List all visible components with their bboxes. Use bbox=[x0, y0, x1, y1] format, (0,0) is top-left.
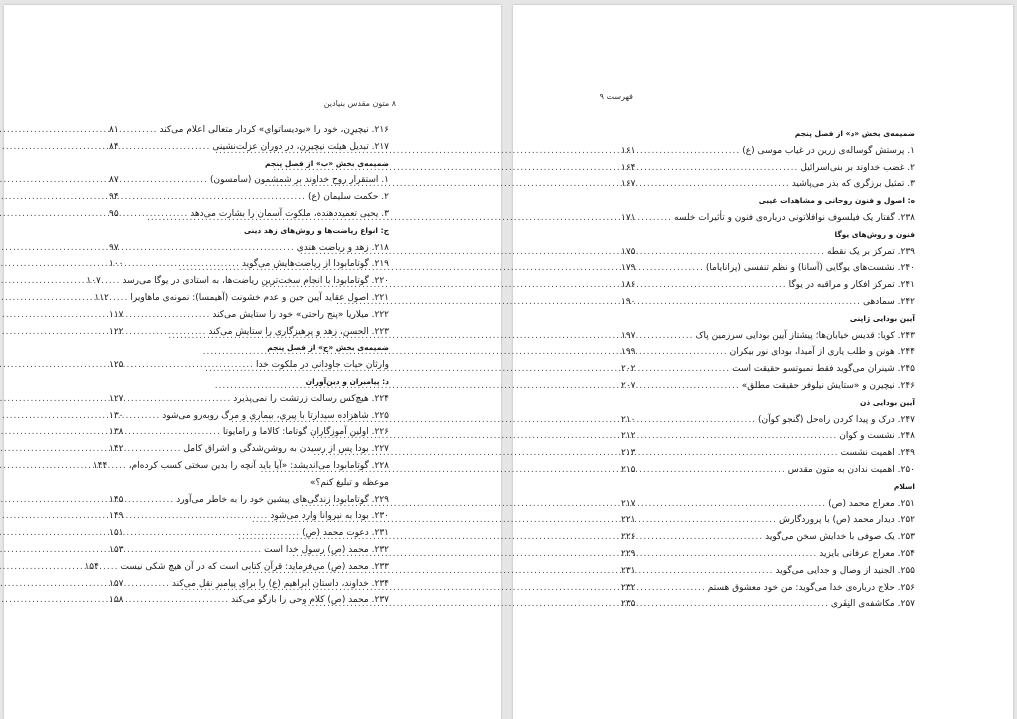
dot-leader bbox=[647, 176, 790, 193]
dot-leader bbox=[135, 508, 268, 525]
toc-entry bbox=[621, 546, 915, 563]
toc-page-number: ۱۵۱ bbox=[109, 528, 124, 539]
toc-page-number: ۲۱۲ bbox=[621, 431, 636, 442]
toc-entry-title: ۲۳۱. دعوت محمد (ص) bbox=[302, 528, 389, 539]
toc-entry-title: ۲۵۷. مکاشفه‌ی النِفَری bbox=[830, 599, 915, 610]
dot-leader bbox=[647, 529, 763, 546]
toc-entry bbox=[621, 210, 915, 227]
toc-entry-title: ۲۳۴. خداوند، داستان ابراهیم (ع) را برای پیامبر نقل می‌کند bbox=[171, 578, 389, 589]
toc-entry-title: ۲۲۲. میلاریا «پنج راحتی» خود را ستایش می‌کند bbox=[212, 309, 389, 320]
toc-entry-title: ۲۴۱. تمرکز افکار و مراقبه در یوگا bbox=[788, 280, 915, 291]
toc-entry-title: ۲۴۲. سمادهی bbox=[863, 296, 915, 307]
dot-leader bbox=[135, 240, 295, 257]
toc-page-number: ۱۶۱ bbox=[621, 145, 636, 156]
toc-section-heading: فنون و روش‌های یوگا bbox=[834, 229, 915, 239]
toc-entry bbox=[621, 344, 915, 361]
toc-section-heading: آیین بودایی ژاپنی bbox=[849, 313, 915, 323]
toc-page-number: ۲۳۲ bbox=[621, 582, 636, 593]
dot-leader bbox=[647, 294, 861, 311]
toc-entry bbox=[621, 378, 915, 395]
toc-entry-title: ۲۴۶. نیچیرن و «ستایش نیلوفر حقیقت مطلق» bbox=[741, 380, 915, 391]
toc-entry-title: ۲۳۰. بودا به نیروانا وارد می‌شود bbox=[270, 511, 389, 522]
toc-section-heading: آیین بودایی ذن bbox=[859, 397, 915, 407]
toc-page-number: ۱۲۲ bbox=[109, 326, 124, 337]
dot-leader bbox=[647, 462, 786, 479]
toc-entry-title: ۲۳۷. محمد (ص) کلام وحی را بازگو می‌کند bbox=[231, 595, 389, 606]
dot-leader bbox=[647, 143, 740, 160]
dot-leader bbox=[647, 378, 740, 395]
toc-page-number: ۲۱۷ bbox=[621, 498, 636, 509]
toc-entry bbox=[621, 428, 915, 445]
toc-entry-title: ۳. یحیی تعمیددهنده، ملکوت آسمان را بشارت می‌دهد bbox=[190, 208, 389, 219]
toc-entry-title: موعظه و تبلیغ کنم؟» bbox=[310, 477, 389, 488]
toc-page-number: ۸۷ bbox=[109, 175, 119, 186]
toc-page-number: ۲۱۳ bbox=[621, 448, 636, 459]
toc-entry-title: ۳. تمثیل برزگری که بذر می‌پاشید bbox=[791, 179, 915, 190]
toc-entry-title: ۲۳۳. محمد (ص) می‌فرماید: قرآن کتابی است که در آن هیچ شکی نیست bbox=[120, 561, 389, 572]
toc-section-heading: اسلام bbox=[893, 481, 915, 491]
toc-entry-title: ۲۴۳. کویا: قدیس خیابان‌ها؛ پیشتاز آیین بودایی سرزمین پاک bbox=[695, 330, 915, 341]
toc-page-number: ۱۱۲ bbox=[94, 292, 109, 303]
toc-page-number: ۱۰۰ bbox=[109, 259, 124, 270]
toc-page-number: ۱۷۹ bbox=[621, 263, 636, 274]
dot-leader bbox=[135, 576, 170, 593]
toc-list bbox=[621, 126, 915, 613]
dot-leader bbox=[647, 160, 798, 177]
toc-entry-title: ۲۴۸. نشست و کوان bbox=[839, 431, 915, 442]
dot-leader bbox=[135, 139, 210, 156]
toc-entry bbox=[621, 412, 915, 429]
toc-entry-title: ۲۲۵. شاهزاده سیدارتا با پیری، بیماری و مرگ روبه‌رو می‌شود bbox=[162, 410, 389, 421]
dot-leader bbox=[647, 445, 838, 462]
dot-leader bbox=[647, 210, 672, 227]
toc-entry bbox=[621, 462, 915, 479]
dot-leader bbox=[135, 441, 181, 458]
toc-entry-title: ۲۴۷. درک و پیدا کردن راه‌حل (گنجو کوآن) bbox=[758, 414, 915, 425]
dot-leader bbox=[647, 546, 817, 563]
dot-leader bbox=[647, 580, 706, 597]
toc-entry-title: ۲۲۰. گوتامابودا با انجام سخت‌ترین ریاضت‌ها، به استادی در یوگا می‌رسد bbox=[122, 276, 389, 287]
toc-page-number: ۱۰۷ bbox=[86, 276, 101, 287]
dot-leader bbox=[110, 559, 118, 576]
toc-entry-title: ۲۲۷. بودا پس از رسیدن به روشن‌شدگی و اشراق کامل bbox=[183, 444, 389, 455]
toc-entry bbox=[621, 512, 915, 529]
toc-section-heading: ه: اصول و فنون روحانی و مشاهدات غیبی bbox=[758, 196, 915, 206]
toc-entry bbox=[109, 122, 389, 139]
toc-page-number: ۱۸۶ bbox=[621, 280, 636, 291]
right-page bbox=[513, 5, 1013, 719]
toc-page-number: ۲۳۱ bbox=[621, 565, 636, 576]
toc-entry-title: ۲۵۳. یک صوفی با خدایش سخن می‌گوید bbox=[765, 532, 915, 543]
dot-leader bbox=[647, 260, 704, 277]
toc-entry bbox=[621, 596, 915, 613]
toc-entry bbox=[621, 244, 915, 261]
toc-entry bbox=[621, 260, 915, 277]
dot-leader bbox=[647, 428, 837, 445]
toc-entry-title: ۲۴۴. هونن و طلب یاری از آمیدا، بودای نور بیکران bbox=[729, 347, 915, 358]
dot-leader bbox=[135, 424, 221, 441]
toc-entry-title: ۲۵۰. اهمیت ندادن به متون مقدس bbox=[787, 464, 915, 475]
toc-entry-title: ۲۱۶. نیچیرِن، خود را «بودیساتواي» کردار متعالی اعلام می‌کند bbox=[159, 125, 389, 135]
toc-page-number: ۱۹۰ bbox=[621, 296, 636, 307]
dot-leader bbox=[112, 273, 120, 290]
toc-page-number: ۹۷ bbox=[109, 242, 119, 253]
dot-leader bbox=[647, 563, 774, 580]
toc-entry bbox=[621, 580, 915, 597]
toc-entry-title: ۲۵۱. معراج محمد (ص) bbox=[828, 498, 915, 509]
toc-entry bbox=[621, 294, 915, 311]
dot-leader bbox=[135, 492, 174, 509]
dot-leader bbox=[647, 412, 756, 429]
toc-entry-title: ۱. استقرار روح خداوند بر شمشمون (سامسون) bbox=[210, 175, 389, 186]
dot-leader bbox=[647, 344, 728, 361]
toc-page-number: ۲۰۲ bbox=[621, 364, 636, 375]
dot-leader bbox=[647, 361, 730, 378]
toc-entry bbox=[621, 361, 915, 378]
toc-entry-title: وارثان حیات جاودانی در ملکوت خدا bbox=[255, 360, 389, 371]
toc-page-number: ۱۹۷ bbox=[621, 330, 636, 341]
toc-entry-title: ۲۱۷. تبدیل هیئت نیچیرن، در دوران عزلت‌نشینی bbox=[212, 141, 389, 152]
toc-page-number: ۸۱ bbox=[109, 125, 119, 135]
toc-entry bbox=[621, 445, 915, 462]
toc-entry-title: ۲۲۱. اصول عقاید آیین جین و عدم خشونت (آهیمسا): نمونه‌ی ماهاویرا bbox=[130, 292, 389, 303]
toc-page-number: ۱۲۵ bbox=[109, 360, 124, 371]
toc-section-heading: د: پیامبران و دین‌آوران bbox=[305, 376, 389, 386]
toc-page-number: ۱۹۹ bbox=[621, 347, 636, 358]
toc-page-number: ۱۷۱ bbox=[621, 212, 636, 223]
dot-leader bbox=[119, 458, 127, 475]
toc-entry bbox=[621, 529, 915, 546]
toc-entry bbox=[621, 176, 915, 193]
toc-entry-title: ۲۱۹. گوتامابودا از ریاضت‌هایش می‌گوید bbox=[241, 259, 389, 270]
toc-page-number: ۲۳۵ bbox=[621, 599, 636, 610]
toc-page-number: ۸۴ bbox=[109, 141, 119, 152]
toc-entry-title: ۲۲۳. الحسن، زهد و پرهیزگاری را ستایش می‌کند bbox=[208, 326, 389, 337]
toc-entry bbox=[621, 496, 915, 513]
toc-page-number: ۱۶۴ bbox=[621, 162, 636, 173]
toc-entry-title: ۲۵۵. الجنید از وصال و جدایی می‌گوید bbox=[775, 565, 915, 576]
toc-page-number: ۱۳۸ bbox=[109, 427, 124, 438]
toc-entry-title: ۲۳۸. گفتار یک فیلسوف نوافلاتونی درباره‌ی فنون و تأثیرات خلسه bbox=[674, 212, 915, 223]
toc-page-number: ۲۱۵ bbox=[621, 464, 636, 475]
toc-entry-title: ۲۳۲. محمد (ص) رسول خدا است bbox=[264, 544, 389, 555]
running-header: ۸ متون مقدس بنیادین bbox=[323, 99, 396, 108]
toc-page-number: ۲۲۹ bbox=[621, 548, 636, 559]
toc-page-number: ۱۴۹ bbox=[109, 511, 124, 522]
toc-page-number: ۲۰۷ bbox=[621, 380, 636, 391]
toc-entry-title: ۱. پرستش گوساله‌ی زرین در غیاب موسی (ع) bbox=[742, 145, 915, 156]
toc-page-number: ۱۴۵ bbox=[109, 494, 124, 505]
toc-entry-title: ۲۲۶. اولین آموزگاران گوتاما: کالاما و رامایوتا bbox=[222, 427, 389, 438]
dot-leader bbox=[647, 244, 825, 261]
toc-entry-title: ۲۵۶. حلاج درباره‌ی خدا می‌گوید: من خود معشوق هستم bbox=[707, 582, 915, 593]
toc-page-number: ۲۲۶ bbox=[621, 532, 636, 543]
toc-page-number: ۹۵ bbox=[109, 208, 119, 219]
toc-entry bbox=[621, 328, 915, 345]
toc-page-number: ۱۵۷ bbox=[109, 578, 124, 589]
dot-leader bbox=[135, 307, 210, 324]
dot-leader bbox=[647, 277, 787, 294]
toc-entry bbox=[621, 563, 915, 580]
dot-leader bbox=[120, 290, 128, 307]
toc-page-number: ۱۵۳ bbox=[109, 544, 124, 555]
toc-entry-title: ۲۲۸. گوتامابودا می‌اندیشد: «آیا باید آنچه را بدین سختی کسب کرده‌ام، bbox=[128, 460, 389, 471]
running-header: فهرست ۹ bbox=[599, 92, 633, 101]
toc-page-number: ۱۵۸ bbox=[109, 595, 124, 606]
toc-entry-title: ۲۲۹. گوتامابودا زندگی‌های پیشین خود را به خاطر می‌آورد bbox=[176, 494, 389, 505]
dot-leader bbox=[135, 408, 160, 425]
toc-entry-title: ۲. غضب خداوند بر بنی‌اسرائیل bbox=[800, 162, 915, 173]
toc-page-number: ۱۲۷ bbox=[109, 393, 124, 404]
toc-entry-title: ۲. حکمت سلیمان (ع) bbox=[307, 192, 389, 203]
dot-leader bbox=[135, 172, 208, 189]
toc-entry bbox=[621, 277, 915, 294]
toc-page-number: ۱۴۲ bbox=[109, 444, 124, 455]
toc-page-number: ۱۱۷ bbox=[109, 309, 124, 320]
toc-page-number: ۱۵۴ bbox=[84, 561, 99, 572]
toc-section-heading: ضمیمه‌ی بخش «ب» از فصل پنجم bbox=[265, 158, 389, 168]
toc-entry bbox=[621, 160, 915, 177]
toc-section-heading: ضمیمه‌ی بخش «ج» از فصل پنجم bbox=[267, 343, 389, 353]
toc-section-heading: ج: انواع ریاضت‌ها و روش‌های زهد دینی bbox=[243, 225, 389, 235]
toc-entry-title: ۲۳۹. تمرکز بر یک نقطه bbox=[826, 246, 915, 257]
toc-page-number: ۲۲۱ bbox=[621, 515, 636, 526]
toc-entry bbox=[621, 143, 915, 160]
toc-entry-title: ۲۴۰. نشست‌های یوگایی (آسانا) و نظم تنفسی (پرانایاما) bbox=[705, 263, 915, 274]
toc-entry-title: ۲۴۵. شینران می‌گوید فقط نمبوتسو حقیقت است bbox=[732, 364, 915, 375]
toc-entry-title: ۲۲۴. هیچ‌کس رسالت زرتشت را نمی‌پذیرد bbox=[233, 393, 389, 404]
toc-page-number: ۱۴۴ bbox=[92, 460, 108, 471]
dot-leader bbox=[647, 496, 826, 513]
toc-entry-title: ۲۵۴. معراج عرفانی بایزید bbox=[819, 548, 915, 559]
toc-page-number: ۱۷۵ bbox=[621, 246, 636, 257]
toc-page-number: ۱۶۷ bbox=[621, 179, 636, 190]
toc-entry-title: ۲۴۹. اهمیت نشست bbox=[840, 448, 915, 459]
dot-leader bbox=[647, 596, 829, 613]
toc-page-number: ۲۱۰ bbox=[621, 414, 636, 425]
toc-entry-title: ۲۵۲. دیدار محمد (ص) با پروردگارش bbox=[778, 515, 915, 526]
toc-page-number: ۹۴ bbox=[109, 192, 119, 203]
toc-section-heading: ضمیمه‌ی بخش «د» از فصل پنجم bbox=[794, 129, 915, 138]
dot-leader bbox=[135, 122, 157, 139]
toc-entry-title: ۲۱۸. زهد و ریاضت هندی bbox=[296, 242, 389, 253]
dot-leader bbox=[647, 512, 777, 529]
dot-leader bbox=[647, 328, 693, 345]
toc-page-number: ۱۳۰ bbox=[109, 410, 124, 421]
